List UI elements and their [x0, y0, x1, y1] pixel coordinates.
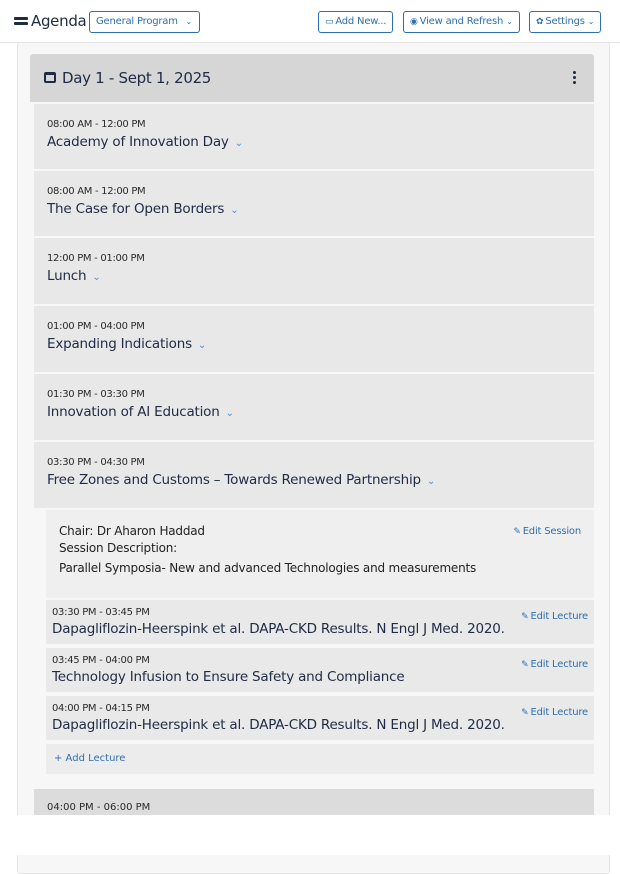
session-time: 08:00 AM - 12:00 PM [47, 186, 146, 197]
session-row[interactable] [34, 238, 594, 304]
chevron-down-icon[interactable]: ⌄ [230, 205, 239, 216]
session-title: The Case for Open Borders ⌄ [47, 201, 239, 217]
chevron-down-icon[interactable]: ⌄ [225, 408, 234, 419]
lecture-row[interactable] [46, 648, 594, 692]
session-time: 01:30 PM - 03:30 PM [47, 389, 145, 400]
session-title: Innovation of AI Education ⌄ [47, 404, 234, 420]
session-chair: Chair: Dr Aharon Haddad [59, 524, 205, 538]
chevron-down-icon[interactable]: ⌄ [234, 138, 243, 149]
edit-session-link[interactable]: ✎ Edit Session [513, 526, 581, 537]
view-and-refresh-button[interactable] [403, 11, 520, 33]
lecture-time: 03:45 PM - 04:00 PM [52, 655, 150, 666]
session-time: 08:00 AM - 12:00 PM [47, 119, 146, 130]
chevron-down-icon: ⌄ [587, 17, 595, 26]
session-row[interactable] [34, 171, 594, 236]
top-toolbar [0, 0, 620, 43]
pencil-icon: ✎ [521, 708, 529, 718]
lecture-row[interactable] [46, 696, 594, 740]
pencil-icon: ✎ [521, 612, 529, 622]
session-time: 04:00 PM - 06:00 PM [47, 802, 151, 813]
eye-icon: ◉ [410, 17, 418, 27]
day-title: Day 1 - Sept 1, 2025 [62, 69, 212, 87]
lecture-time: 03:30 PM - 03:45 PM [52, 607, 150, 618]
view-and-refresh-label: View and Refresh [419, 16, 504, 27]
session-title: Expanding Indications ⌄ [47, 336, 207, 352]
session-title: Free Zones and Customs – Towards Renewed Partnership ⌄ [47, 472, 436, 488]
chevron-down-icon[interactable]: ⌄ [426, 476, 436, 487]
menu-icon[interactable] [14, 17, 28, 27]
pencil-icon: ✎ [521, 660, 529, 670]
session-row[interactable] [34, 104, 594, 169]
session-time: 03:30 PM - 04:30 PM [47, 457, 145, 468]
lecture-row[interactable] [46, 600, 594, 644]
chevron-down-icon[interactable]: ⌄ [92, 272, 101, 283]
kebab-icon[interactable] [573, 71, 576, 86]
lecture-title: Technology Infusion to Ensure Safety and Compliance [52, 669, 405, 685]
session-description-label: Session Description: [59, 541, 177, 555]
page-bottom-blank [0, 815, 620, 855]
calendar-icon [44, 72, 56, 83]
day-header[interactable] [30, 54, 594, 102]
program-select-value: General Program [96, 16, 178, 27]
session-time: 12:00 PM - 01:00 PM [47, 253, 145, 264]
chevron-down-icon: ⌄ [506, 17, 513, 26]
session-row-expanded[interactable] [34, 442, 594, 508]
gear-icon: ✿ [536, 17, 544, 27]
session-title: Lunch ⌄ [47, 268, 101, 284]
add-lecture-row [46, 744, 594, 774]
lecture-title: Dapagliflozin-Heerspink et al. DAPA-CKD Results. N Engl J Med. 2020. [52, 717, 505, 733]
chevron-down-icon: ⌄ [185, 17, 192, 26]
session-title: Academy of Innovation Day ⌄ [47, 134, 243, 150]
session-row[interactable] [34, 306, 594, 372]
pencil-icon: ✎ [513, 527, 521, 537]
edit-lecture-link[interactable]: ✎ Edit Lecture [521, 659, 588, 670]
chevron-down-icon[interactable]: ⌄ [197, 340, 207, 351]
edit-lecture-link[interactable]: ✎ Edit Lecture [521, 707, 588, 718]
session-description: Parallel Symposia- New and advanced Technologies and measurements [59, 561, 477, 575]
add-lecture-link[interactable]: + Add Lecture [54, 753, 126, 764]
program-select[interactable] [89, 11, 200, 33]
add-new-button[interactable] [318, 11, 393, 33]
session-row[interactable] [34, 374, 594, 440]
presentation-icon: ▭ [325, 17, 334, 27]
session-detail [46, 510, 594, 598]
page-title: Agenda [31, 12, 87, 30]
edit-lecture-link[interactable]: ✎ Edit Lecture [521, 611, 588, 622]
session-time: 01:00 PM - 04:00 PM [47, 321, 145, 332]
lecture-time: 04:00 PM - 04:15 PM [52, 703, 150, 714]
settings-label: Settings [545, 16, 585, 27]
settings-button[interactable] [529, 11, 601, 33]
add-new-label: Add New... [335, 16, 387, 27]
lecture-title: Dapagliflozin-Heerspink et al. DAPA-CKD Results. N Engl J Med. 2020. [52, 621, 505, 637]
